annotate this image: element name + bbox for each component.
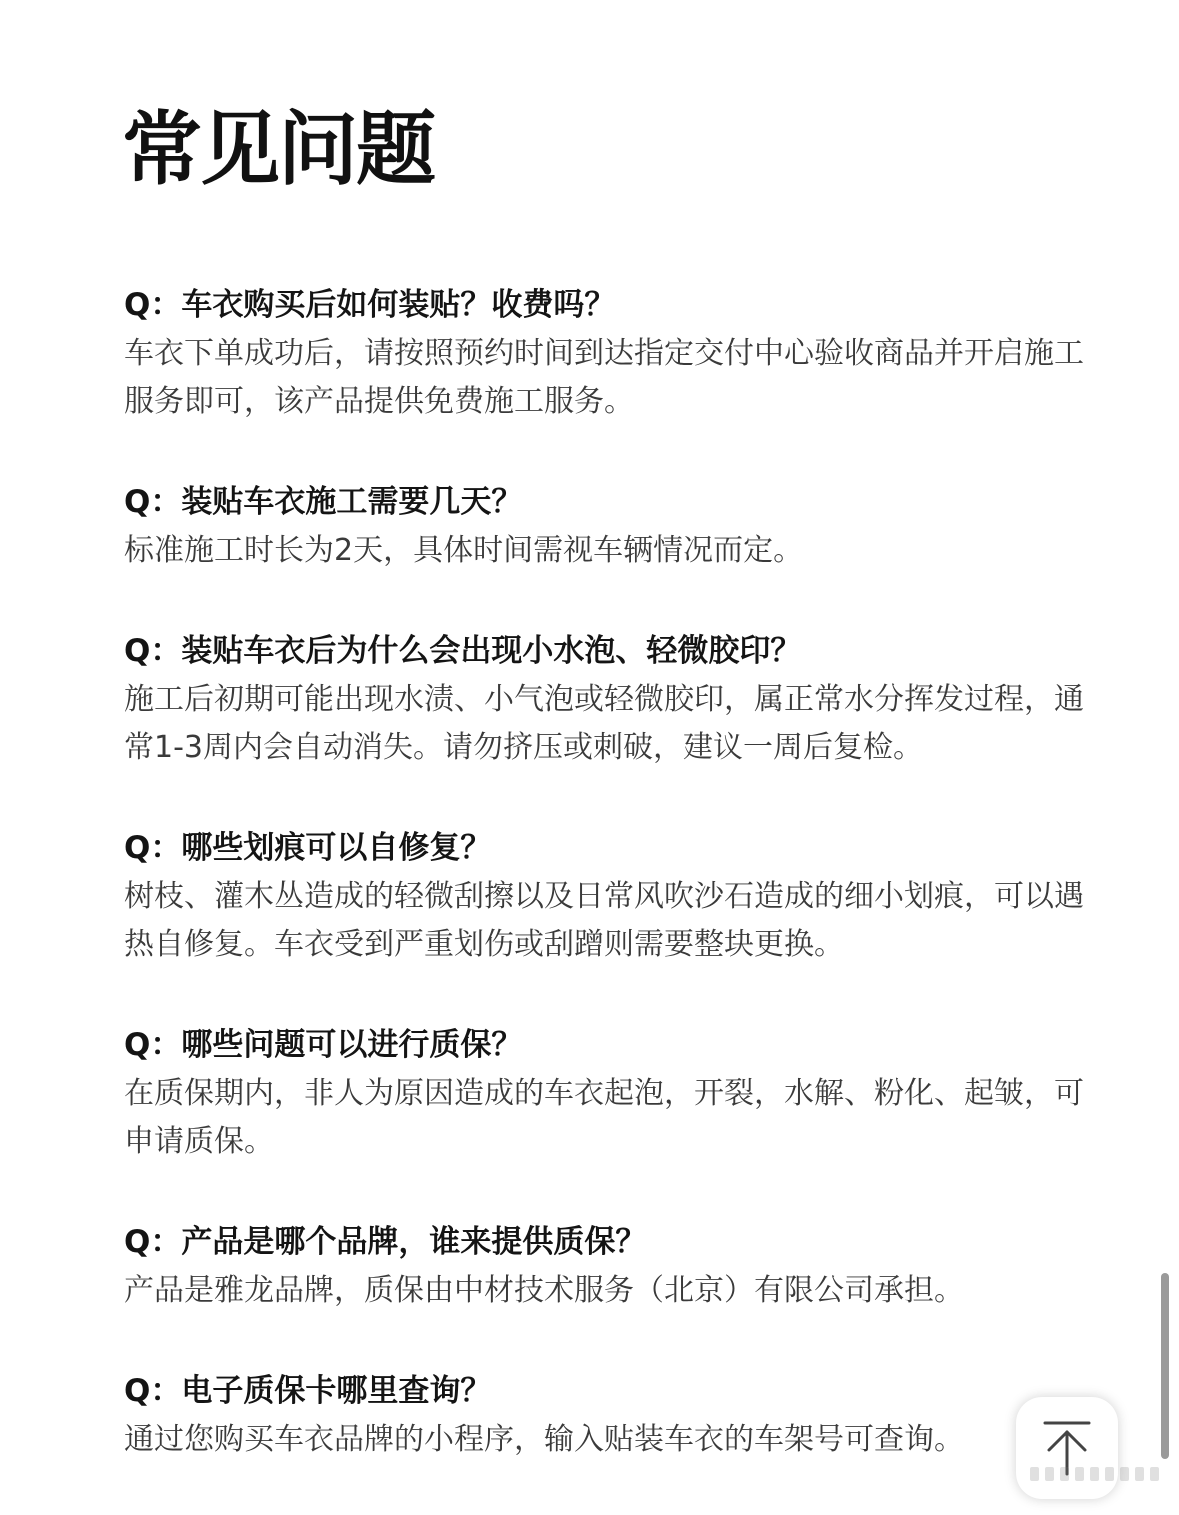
watermark: [1030, 1466, 1165, 1482]
faq-list: [124, 280, 1084, 1515]
page-title: 常见问题: [122, 103, 434, 196]
faq-answer: 标准施工时长为2天，具体时间需视车辆情况而定。: [124, 533, 804, 568]
faq-question: Q：哪些划痕可以自修复？: [124, 830, 492, 866]
faq-answer: 通过您购买车衣品牌的小程序，输入贴装车衣的车架号可查询。: [124, 1422, 964, 1457]
faq-answer: 树枝、灌木丛造成的轻微刮擦以及日常风吹沙石造成的细小划痕，可以遇热自修复。车衣受到严重划伤或刮蹭则需要整块更换。: [124, 879, 1084, 962]
faq-question: Q：哪些问题可以进行质保？: [124, 1027, 523, 1063]
faq-question: Q：车衣购买后如何装贴？收费吗？: [124, 287, 616, 323]
faq-answer: 车衣下单成功后，请按照预约时间到达指定交付中心验收商品并开启施工服务即可，该产品提供免费施工服务。: [124, 336, 1084, 419]
scrollbar[interactable]: [1161, 1273, 1169, 1459]
faq-item: [124, 626, 1084, 772]
faq-item: [124, 477, 1084, 575]
faq-item: [124, 1217, 1084, 1315]
faq-item: [124, 823, 1084, 969]
faq-question: Q：装贴车衣施工需要几天？: [124, 484, 523, 520]
faq-item: [124, 1020, 1084, 1166]
back-to-top-button[interactable]: [1016, 1397, 1118, 1499]
faq-answer: 产品是雅龙品牌，质保由中材技术服务（北京）有限公司承担。: [124, 1273, 964, 1308]
faq-question: Q：产品是哪个品牌，谁来提供质保？: [124, 1224, 647, 1260]
faq-question: Q：电子质保卡哪里查询？: [124, 1373, 492, 1409]
faq-item: [124, 280, 1084, 426]
faq-answer: 在质保期内，非人为原因造成的车衣起泡，开裂，水解、粉化、起皱，可申请质保。: [124, 1076, 1084, 1159]
faq-item: [124, 1366, 1084, 1464]
faq-answer: 施工后初期可能出现水渍、小气泡或轻微胶印，属正常水分挥发过程，通常1-3周内会自动消失。请勿挤压或刺破，建议一周后复检。: [124, 682, 1084, 765]
faq-question: Q：装贴车衣后为什么会出现小水泡、轻微胶印？: [124, 633, 802, 669]
